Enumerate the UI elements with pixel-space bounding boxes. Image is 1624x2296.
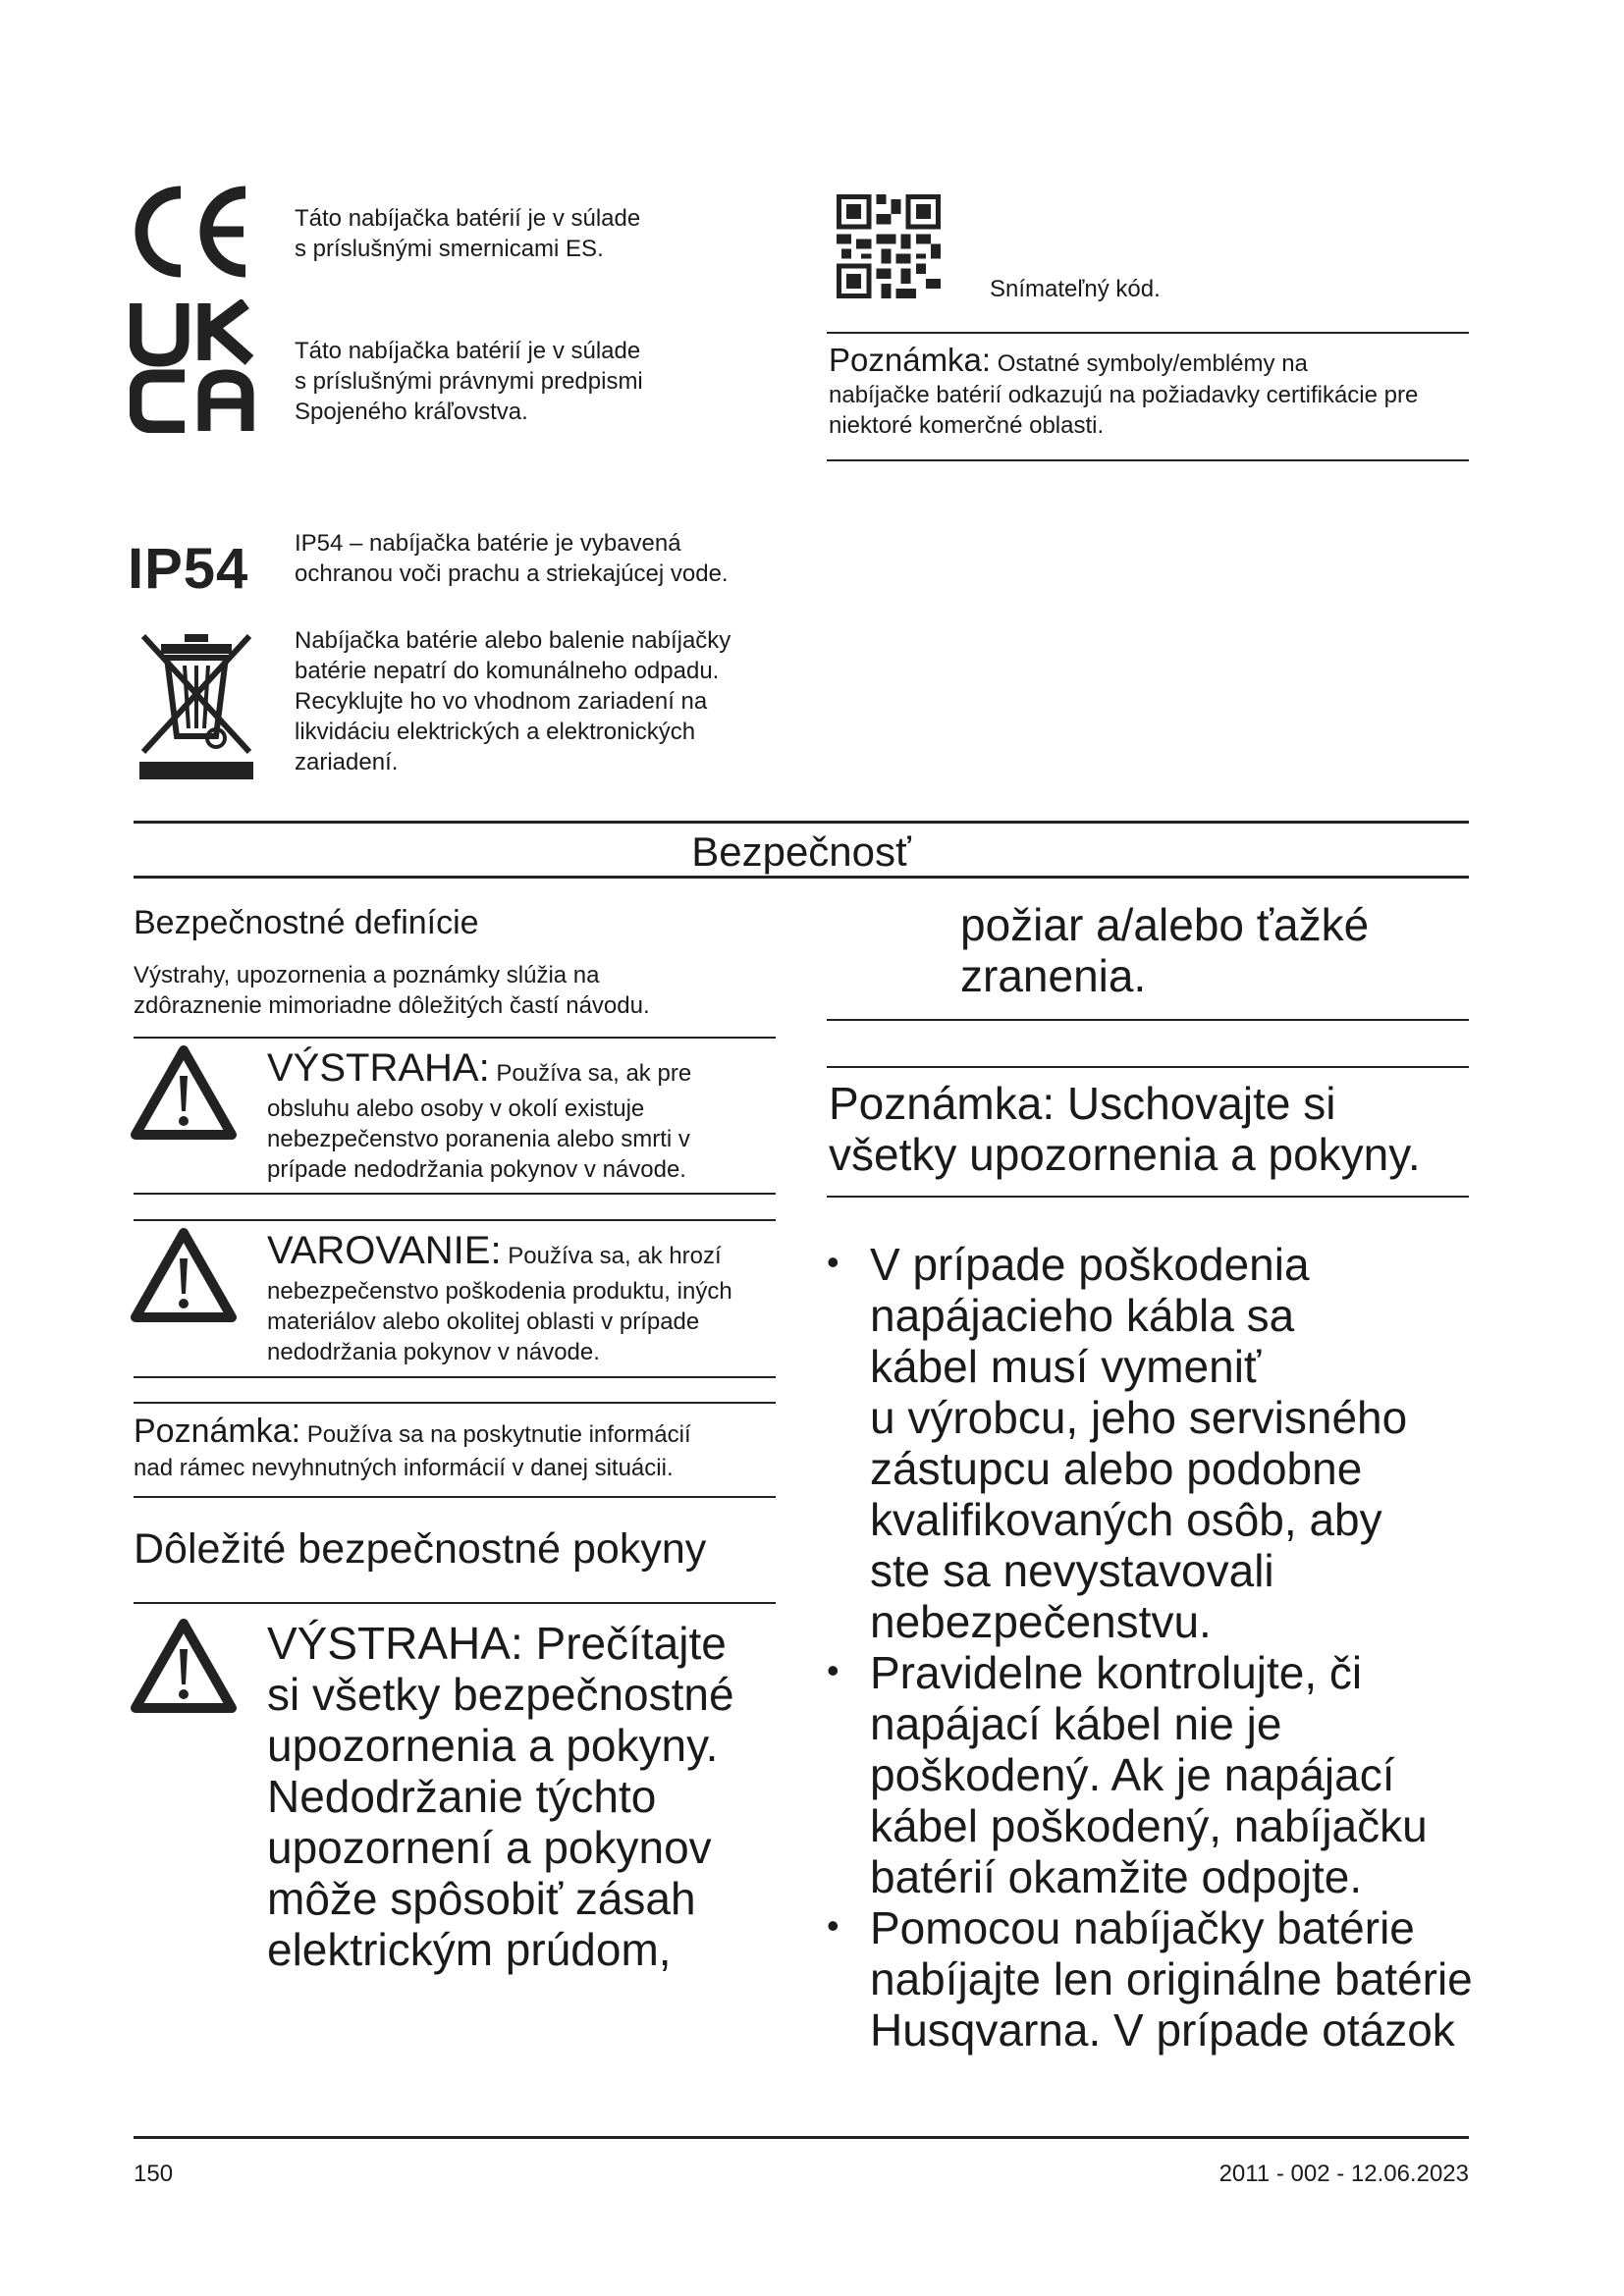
important-heading: Dôležité bezpečnostné pokyny (134, 1525, 707, 1573)
list-item-line: zástupcu alebo podobne (870, 1443, 1363, 1494)
bullet-icon: • (827, 1242, 839, 1282)
ukca-mark-icon (130, 299, 257, 433)
divider (134, 1376, 776, 1378)
continuation-line: zranenia. (960, 950, 1147, 1001)
caution-text: Používa sa, ak hrozí (501, 1243, 722, 1269)
list-item-line: V prípade poškodenia (870, 1239, 1310, 1290)
ce-text-line: s príslušnými smernicami ES. (295, 236, 604, 262)
qr-caption: Snímateľný kód. (990, 276, 1161, 302)
list-item-line: Pravidelne kontrolujte, či (870, 1647, 1363, 1698)
weee-text-line: zariadení. (295, 749, 399, 775)
list-item-line: poškodený. Ak je napájací (870, 1749, 1395, 1800)
caution-definition (267, 1231, 787, 1367)
bullet-icon: • (827, 1650, 839, 1690)
weee-text-line: Recyklujte ho vo vhodnom zariadení na (295, 688, 708, 715)
warning-text-line: Nedodržanie týchto (267, 1771, 657, 1822)
intro-line: Výstrahy, upozornenia a poznámky slúžia na (134, 962, 600, 988)
warning-text-line: prípade nedodržania pokynov v návode. (267, 1156, 686, 1183)
weee-text-line: Nabíjačka batérie alebo balenie nabíjačky (295, 627, 731, 654)
list-item-line: Pomocou nabíjačky batérie (870, 1902, 1415, 1953)
footer-rule (134, 2136, 1469, 2139)
intro-line: zdôraznenie mimoriadne dôležitých častí návodu. (134, 992, 650, 1019)
note-definition (134, 1414, 782, 1483)
list-item-line: kábel musí vymeniť (870, 1341, 1262, 1392)
list-item-line: u výrobcu, jeho servisného (870, 1392, 1408, 1443)
ce-text-line: Táto nabíjačka batérií je v súlade (295, 205, 641, 232)
ip54-text (295, 528, 729, 589)
note-text-line: nabíjačke batérií odkazujú na požiadavky certifikácie pre (829, 382, 1419, 408)
document-code: 2011 - 002 - 12.06.2023 (1218, 2161, 1469, 2187)
list-item (870, 1239, 1407, 1647)
divider (134, 1193, 776, 1195)
caution-label: VAROVANIE: (267, 1229, 502, 1272)
symbols-note (829, 344, 1477, 441)
ip54-text-line: IP54 – nabíjačka batérie je vybavená (295, 530, 681, 557)
page-number: 150 (134, 2161, 174, 2187)
warning-text-line: si všetky bezpečnostné (267, 1669, 734, 1720)
warning-label: VÝSTRAHA: (267, 1046, 490, 1090)
warning-text-line: upozornenia a pokyny. (267, 1720, 719, 1771)
note-text-line: niektoré komerčné oblasti. (829, 412, 1105, 439)
warning-triangle-icon (130, 1618, 238, 1714)
note-text-line: nad rámec nevyhnutných informácií v danej situácii. (134, 1455, 674, 1481)
keep-instructions-note (829, 1078, 1477, 1180)
warning-text-line: nebezpečenstvo poranenia alebo smrti v (267, 1126, 690, 1152)
ce-mark-icon (130, 183, 257, 281)
note-text: Používa sa na poskytnutie informácií (300, 1421, 691, 1448)
caution-text-line: nebezpečenstvo poškodenia produktu, iných (267, 1278, 732, 1305)
definitions-heading: Bezpečnostné definície (134, 904, 479, 941)
warning-text-line: upozornení a pokynov (267, 1822, 712, 1873)
list-item-line: kábel poškodený, nabíjačku (870, 1800, 1428, 1851)
section-title: Bezpečnosť (691, 828, 911, 875)
warning-text: Používa sa, ak pre (489, 1060, 692, 1087)
warning-label: VÝSTRAHA: (267, 1618, 523, 1669)
list-item-line: Husqvarna. V prípade otázok (870, 2004, 1455, 2056)
divider (134, 1219, 776, 1221)
bullet-icon: • (827, 1905, 839, 1946)
divider (827, 459, 1469, 461)
ce-text (295, 203, 640, 264)
list-item-line: ste sa nevystavovali (870, 1545, 1274, 1596)
ukca-text-line: Spojeného kráľovstva. (295, 399, 528, 425)
list-item-line: nebezpečenstvu. (870, 1596, 1212, 1647)
definitions-intro (134, 960, 650, 1021)
warning-text: Prečítajte (522, 1618, 727, 1669)
note-text: Ostatné symboly/emblémy na (991, 350, 1308, 377)
continuation-line: požiar a/alebo ťažké (960, 899, 1370, 950)
caution-text-line: materiálov alebo okolitej oblasti v prípade (267, 1308, 700, 1335)
divider (827, 1196, 1469, 1198)
divider (134, 1402, 776, 1404)
note-text: Uschovajte si (1055, 1078, 1336, 1129)
divider (134, 1602, 776, 1604)
divider (134, 1037, 776, 1039)
list-item-line: kvalifikovaných osôb, aby (870, 1494, 1382, 1545)
list-item-line: napájací kábel nie je (870, 1698, 1282, 1749)
ip54-logo: IP54 (128, 537, 249, 601)
list-item-line: nabíjajte len originálne batérie (870, 1953, 1473, 2004)
divider (827, 332, 1469, 334)
section-rule-top (134, 821, 1469, 824)
warning-text-line: elektrickým prúdom, (267, 1924, 672, 1975)
ukca-text-line: Táto nabíjačka batérií je v súlade (295, 338, 641, 364)
warning-text-line: obsluhu alebo osoby v okolí existuje (267, 1095, 645, 1122)
qr-code-icon (837, 194, 941, 298)
list-item-line: napájacieho kábla sa (870, 1290, 1295, 1341)
list-item (870, 1902, 1473, 2056)
ukca-text-line: s príslušnými právnymi predpismi (295, 368, 643, 395)
warning-definition (267, 1048, 778, 1185)
section-rule-bottom (134, 876, 1469, 879)
list-item-line: batérií okamžite odpojte. (870, 1851, 1363, 1902)
weee-crossed-bin-icon (137, 630, 255, 781)
ukca-text (295, 336, 643, 427)
warning-text-line: môže spôsobiť zásah (267, 1873, 696, 1924)
weee-text-line: likvidáciu elektrických a elektronických (295, 719, 696, 745)
warning-continuation (960, 899, 1369, 1001)
warning-triangle-icon (130, 1044, 238, 1141)
divider (827, 1019, 1469, 1021)
divider (827, 1066, 1469, 1068)
caution-text-line: nedodržania pokynov v návode. (267, 1339, 600, 1365)
note-text-line: všetky upozornenia a pokyny. (829, 1129, 1421, 1180)
weee-text-line: batérie nepatrí do komunálneho odpadu. (295, 658, 720, 684)
note-label: Poznámka: (829, 1078, 1056, 1129)
ip54-text-line: ochranou voči prachu a striekajúcej vode. (295, 561, 729, 587)
important-warning (267, 1618, 797, 1975)
note-label: Poznámka: (829, 342, 992, 378)
divider (134, 1496, 776, 1498)
note-label: Poznámka: (134, 1413, 301, 1450)
caution-triangle-icon (130, 1227, 238, 1323)
weee-text (295, 625, 731, 777)
list-item (870, 1647, 1428, 1902)
